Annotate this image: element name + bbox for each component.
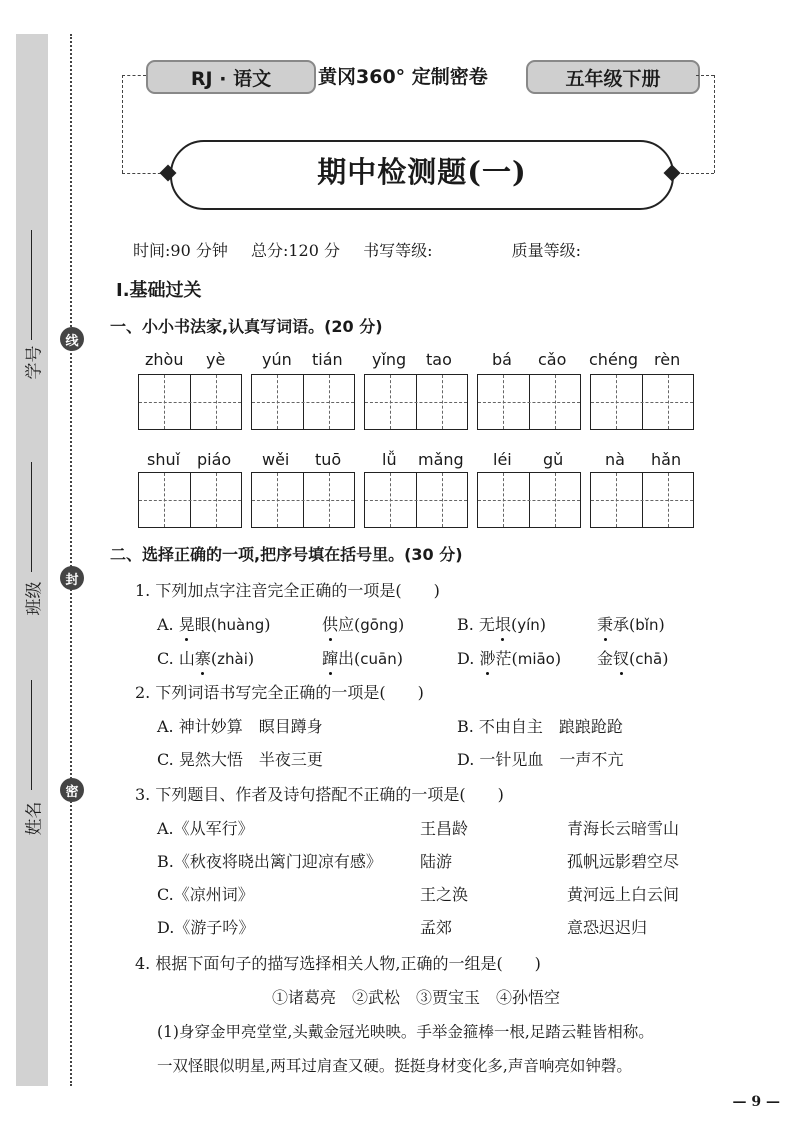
frame-dash — [676, 173, 714, 174]
pinyin: zhòu — [145, 350, 184, 369]
writing-grid[interactable] — [251, 374, 355, 430]
page-number: — 9 — — [732, 1094, 780, 1110]
name-label: 姓名 — [24, 801, 45, 836]
seal-line-mark: 线 — [60, 327, 84, 351]
q1-option-c1: C. 山寨(zhài) — [157, 646, 254, 669]
q2-option-d: D. 一针见血 一声不亢 — [457, 750, 624, 769]
q1-option-a2: 供应(gōng) — [322, 612, 404, 635]
pinyin: rèn — [654, 350, 681, 369]
q4-passage-line-2: 一双怪眼似明星,两耳过肩查又硬。挺挺身材变化多,声音响亮如钟磬。 — [157, 1057, 632, 1075]
pinyin: cǎo — [538, 350, 567, 369]
q2-option-b: B. 不由自主 踉踉跄跄 — [457, 717, 623, 736]
writing-grid[interactable] — [590, 374, 694, 430]
frame-dash — [122, 75, 123, 173]
writing-grid[interactable] — [590, 472, 694, 528]
writing-grid[interactable] — [477, 374, 581, 430]
writing-grid[interactable] — [477, 472, 581, 528]
question-1-stem: 1. 下列加点字注音完全正确的一项是( ) — [135, 581, 440, 600]
pinyin: yún — [262, 350, 292, 369]
class-line — [31, 462, 32, 572]
q3-author: 孟郊 — [420, 918, 453, 937]
q2-option-a: A. 神计妙算 瞑目蹲身 — [157, 717, 323, 736]
q1-option-d1: D. 渺茫(miāo) — [457, 646, 561, 669]
pinyin: chéng — [589, 350, 639, 369]
cut-line — [70, 34, 72, 1086]
writing-grid[interactable] — [251, 472, 355, 528]
pinyin: tao — [426, 350, 452, 369]
q4-choices: ①诸葛亮 ②武松 ③贾宝玉 ④孙悟空 — [272, 988, 561, 1007]
q4-passage-line-1: (1)身穿金甲亮堂堂,头戴金冠光映映。手举金箍棒一根,足踏云鞋皆相称。 — [157, 1023, 654, 1041]
pinyin: lǚ — [382, 450, 397, 469]
binding-margin — [16, 34, 48, 1086]
subject-tag: RJ · 语文 — [146, 60, 316, 94]
pinyin: shuǐ — [147, 450, 181, 469]
frame-dash — [696, 75, 714, 76]
student-id-line — [31, 230, 32, 340]
q1-option-b1: B. 无垠(yín) — [457, 612, 546, 635]
q3-author: 王之涣 — [420, 885, 469, 904]
q3-verse: 黄河远上白云间 — [567, 885, 680, 904]
section2-title: 二、选择正确的一项,把序号填在括号里。(30 分) — [110, 545, 463, 564]
question-3-stem: 3. 下列题目、作者及诗句搭配不正确的一项是( ) — [135, 785, 504, 804]
q1-option-d2: 金钗(chā) — [597, 646, 668, 669]
writing-grid[interactable] — [364, 472, 468, 528]
q3-verse: 孤帆远影碧空尽 — [567, 852, 680, 871]
exam-info — [133, 238, 599, 261]
seal-seal-mark: 封 — [60, 566, 84, 590]
pinyin: bá — [492, 350, 512, 369]
question-2-stem: 2. 下列词语书写完全正确的一项是( ) — [135, 683, 424, 702]
page-title: 期中检测题(一) — [317, 155, 527, 189]
q3-title: B.《秋夜将晓出篱门迎凉有感》 — [157, 852, 382, 871]
pinyin: wěi — [262, 450, 290, 469]
question-4-stem: 4. 根据下面句子的描写选择相关人物,正确的一组是( ) — [135, 954, 541, 973]
pinyin: hǎn — [651, 450, 682, 469]
grade-tag: 五年级下册 — [526, 60, 700, 94]
exam-time: 时间:90 分钟 — [133, 241, 228, 260]
exam-total: 总分:120 分 — [250, 241, 340, 260]
name-line — [31, 680, 32, 790]
quality-grade: 质量等级: — [511, 241, 581, 260]
pinyin: tuō — [315, 450, 342, 469]
seal-secret-mark: 密 — [60, 778, 84, 802]
pinyin: yǐng — [372, 350, 407, 369]
q1-option-c2: 蹿出(cuān) — [322, 646, 403, 669]
q3-verse: 意恐迟迟归 — [567, 918, 648, 937]
frame-dash — [122, 75, 146, 76]
class-label: 班级 — [24, 581, 45, 616]
pinyin: léi — [493, 450, 512, 469]
pinyin: piáo — [197, 450, 232, 469]
q3-author: 陆游 — [420, 852, 453, 871]
pinyin: tián — [312, 350, 343, 369]
q3-author: 王昌龄 — [420, 819, 469, 838]
pinyin: nà — [605, 450, 625, 469]
writing-grid[interactable] — [364, 374, 468, 430]
section1-title: 一、小小书法家,认真写词语。(20 分) — [110, 317, 383, 336]
writing-grid[interactable] — [138, 374, 242, 430]
pinyin: yè — [206, 350, 226, 369]
q1-option-a1: A. 晃眼(huàng) — [157, 612, 270, 635]
q3-title: D.《游子吟》 — [157, 918, 255, 937]
pinyin: mǎng — [418, 450, 464, 469]
pinyin: gǔ — [543, 450, 564, 469]
q3-verse: 青海长云暗雪山 — [567, 819, 680, 838]
writing-grid[interactable] — [138, 472, 242, 528]
series-name: 黄冈360° 定制密卷 — [318, 66, 488, 88]
q1-option-b2: 秉承(bǐn) — [597, 612, 665, 635]
part-title: Ⅰ.基础过关 — [116, 280, 202, 301]
q3-title: A.《从军行》 — [157, 819, 254, 838]
q2-option-c: C. 晃然大悟 半夜三更 — [157, 750, 323, 769]
frame-dash — [714, 75, 715, 173]
handwriting-grade: 书写等级: — [363, 241, 433, 260]
q3-title: C.《凉州词》 — [157, 885, 254, 904]
student-id-label: 学号 — [24, 345, 45, 380]
